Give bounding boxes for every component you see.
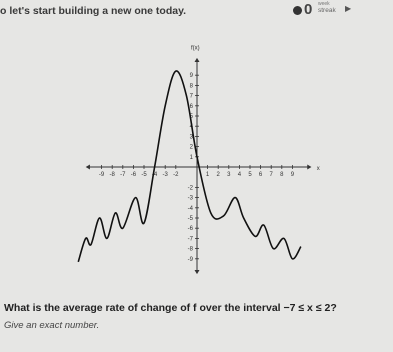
y-tick-label: 3 bbox=[189, 134, 193, 141]
y-tick-label: -2 bbox=[187, 185, 193, 192]
x-tick-label: -9 bbox=[98, 172, 105, 178]
x-axis-right-arrow bbox=[307, 165, 311, 170]
y-tick-label: -5 bbox=[187, 216, 193, 222]
y-tick-label: 2 bbox=[189, 144, 193, 151]
y-tick-label: -3 bbox=[187, 195, 193, 202]
y-axis-bottom-arrow bbox=[195, 270, 200, 274]
x-tick-label: 6 bbox=[258, 172, 263, 178]
y-tick-label: -7 bbox=[187, 236, 193, 243]
y-tick-label: -6 bbox=[187, 226, 193, 233]
x-axis-left-arrow bbox=[86, 165, 90, 170]
y-axis-top-arrow bbox=[195, 58, 200, 62]
y-tick-label: 8 bbox=[189, 83, 193, 90]
intro-message: o let's start building a new one today. bbox=[0, 5, 187, 17]
x-axis-label: x bbox=[316, 166, 320, 172]
x-tick-label: 2 bbox=[216, 172, 220, 178]
x-tick-label: -7 bbox=[120, 172, 126, 178]
streak-count: 0 bbox=[304, 1, 313, 18]
streak-label: streak bbox=[318, 7, 336, 14]
answer-hint: Give an exact number. bbox=[4, 320, 100, 331]
x-tick-label: 4 bbox=[237, 172, 242, 178]
chevron-right-icon[interactable]: ▶ bbox=[345, 4, 352, 13]
x-tick-label: 1 bbox=[205, 172, 210, 178]
x-tick-label: 8 bbox=[280, 172, 284, 178]
y-tick-label: -8 bbox=[187, 246, 193, 253]
y-tick-label: 1 bbox=[189, 154, 193, 161]
x-tick-label: -5 bbox=[141, 172, 147, 178]
y-tick-label: 4 bbox=[189, 124, 193, 131]
x-tick-label: -8 bbox=[109, 172, 115, 178]
x-tick-label: -6 bbox=[130, 172, 137, 178]
x-tick-label: 9 bbox=[290, 172, 295, 178]
y-axis-label: f(x) bbox=[191, 45, 200, 52]
x-tick-label: -3 bbox=[162, 172, 168, 178]
y-tick-label: 9 bbox=[189, 73, 193, 80]
y-tick-label: 7 bbox=[189, 93, 193, 100]
y-tick-label: 6 bbox=[189, 103, 193, 110]
y-tick-label: 5 bbox=[189, 114, 193, 120]
x-tick-label: -4 bbox=[151, 172, 158, 178]
y-tick-label: -9 bbox=[187, 256, 193, 263]
x-tick-label: -2 bbox=[173, 172, 179, 178]
x-tick-label: 3 bbox=[227, 172, 231, 178]
y-tick-label: -4 bbox=[187, 205, 193, 212]
x-tick-label: 7 bbox=[269, 172, 273, 178]
x-tick-label: 5 bbox=[248, 172, 252, 178]
streak-week-label: week bbox=[318, 1, 330, 7]
question-prompt: What is the average rate of change of f over the interval −7 ≤ x ≤ 2? bbox=[4, 302, 337, 314]
